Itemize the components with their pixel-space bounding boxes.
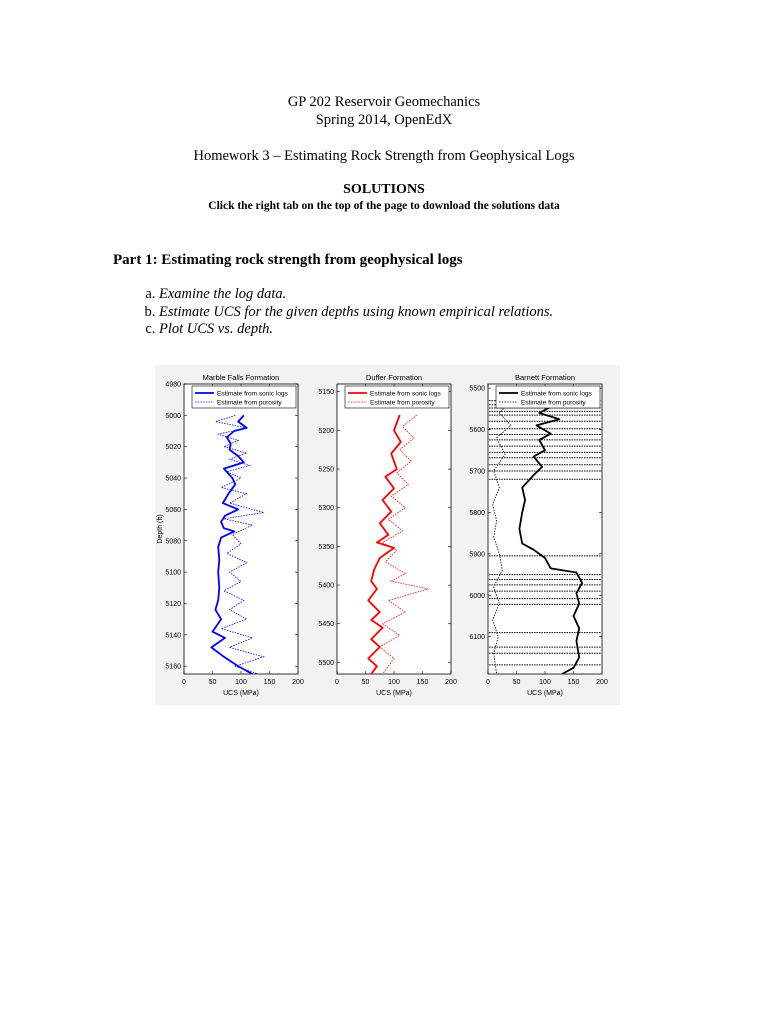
- plot-area: [184, 384, 298, 674]
- y-tick-label: 5150: [318, 389, 334, 397]
- part1-title: Part 1: Estimating rock strength from geophysical logs: [113, 252, 463, 268]
- solutions-instruction: Click the right tab on the top of the page to download the solutions data: [208, 200, 560, 212]
- task-item: a. Examine the log data.: [159, 286, 553, 304]
- x-tick-label: 200: [596, 679, 608, 686]
- ucs-depth-charts: [155, 365, 620, 705]
- term-line: Spring 2014, OpenEdX: [315, 112, 453, 128]
- legend-label: Estimate from porosity: [521, 399, 586, 407]
- y-tick-label: 5000: [165, 412, 181, 420]
- x-tick-label: 100: [539, 679, 551, 686]
- x-tick-label: 150: [263, 679, 276, 686]
- chart-panel: [318, 373, 457, 697]
- task-item: c. Plot UCS vs. depth.: [159, 321, 553, 339]
- y-tick-label: 5100: [165, 569, 181, 577]
- plot-area: [488, 384, 602, 674]
- legend-label: Estimate from sonic logs: [370, 390, 441, 398]
- chart-title: Barnett Formation: [514, 373, 576, 382]
- y-tick-label: 5400: [318, 582, 334, 590]
- y-tick-label: 5060: [165, 506, 181, 514]
- x-tick-label: 100: [388, 679, 400, 686]
- x-axis-label: UCS (MPa): [527, 690, 563, 697]
- legend-label: Estimate from sonic logs: [521, 390, 592, 398]
- chart-title: Duffer Formation: [365, 373, 423, 382]
- x-tick-label: 50: [208, 679, 217, 686]
- chart-title: Marble Falls Formation: [202, 373, 280, 382]
- y-tick-label: 5500: [469, 385, 485, 393]
- y-tick-label: 5080: [165, 538, 181, 546]
- y-tick-label: 6000: [469, 592, 485, 600]
- chart-panel: [469, 373, 608, 697]
- y-tick-label: 5450: [318, 621, 334, 629]
- y-tick-label: 5300: [318, 505, 334, 513]
- task-item: b. Estimate UCS for the given depths using known empirical relations.: [159, 304, 553, 322]
- y-tick-label: 5160: [165, 663, 181, 671]
- legend-label: Estimate from sonic logs: [217, 390, 288, 398]
- task-list: [133, 286, 553, 339]
- y-tick-label: 5600: [469, 427, 485, 435]
- y-tick-label: 6100: [469, 634, 485, 642]
- legend-label: Estimate from porosity: [370, 399, 435, 407]
- x-tick-label: 200: [445, 679, 457, 686]
- y-tick-label: 5200: [318, 427, 334, 435]
- homework-title: Homework 3 – Estimating Rock Strength from Geophysical Logs: [193, 148, 575, 164]
- x-tick-label: 150: [416, 679, 429, 686]
- x-tick-label: 50: [361, 679, 370, 686]
- y-tick-label: 5350: [318, 543, 334, 551]
- y-tick-label: 4980: [165, 381, 181, 389]
- x-axis-label: UCS (MPa): [376, 690, 412, 697]
- y-tick-label: 5500: [318, 659, 334, 667]
- x-tick-label: 100: [235, 679, 247, 686]
- x-axis-label: UCS (MPa): [223, 690, 259, 697]
- y-tick-label: 5800: [469, 509, 485, 517]
- x-tick-label: 200: [292, 679, 304, 686]
- y-axis-label: Depth (ft): [157, 514, 164, 544]
- y-tick-label: 5020: [165, 444, 181, 452]
- x-tick-label: 150: [567, 679, 580, 686]
- y-tick-label: 5040: [165, 475, 181, 483]
- y-tick-label: 5120: [165, 600, 181, 608]
- x-tick-label: 50: [512, 679, 521, 686]
- y-tick-label: 5700: [469, 468, 485, 476]
- x-tick-label: 0: [335, 679, 339, 686]
- plot-area: [337, 384, 451, 674]
- y-tick-label: 5140: [165, 632, 181, 640]
- course-title: GP 202 Reservoir Geomechanics: [287, 94, 481, 110]
- x-tick-label: 0: [182, 679, 186, 686]
- solutions-heading: SOLUTIONS: [343, 182, 425, 197]
- ucs-figure: [155, 365, 620, 705]
- legend-label: Estimate from porosity: [217, 399, 282, 407]
- y-tick-label: 5900: [469, 551, 485, 559]
- x-tick-label: 0: [486, 679, 490, 686]
- y-tick-label: 5250: [318, 466, 334, 474]
